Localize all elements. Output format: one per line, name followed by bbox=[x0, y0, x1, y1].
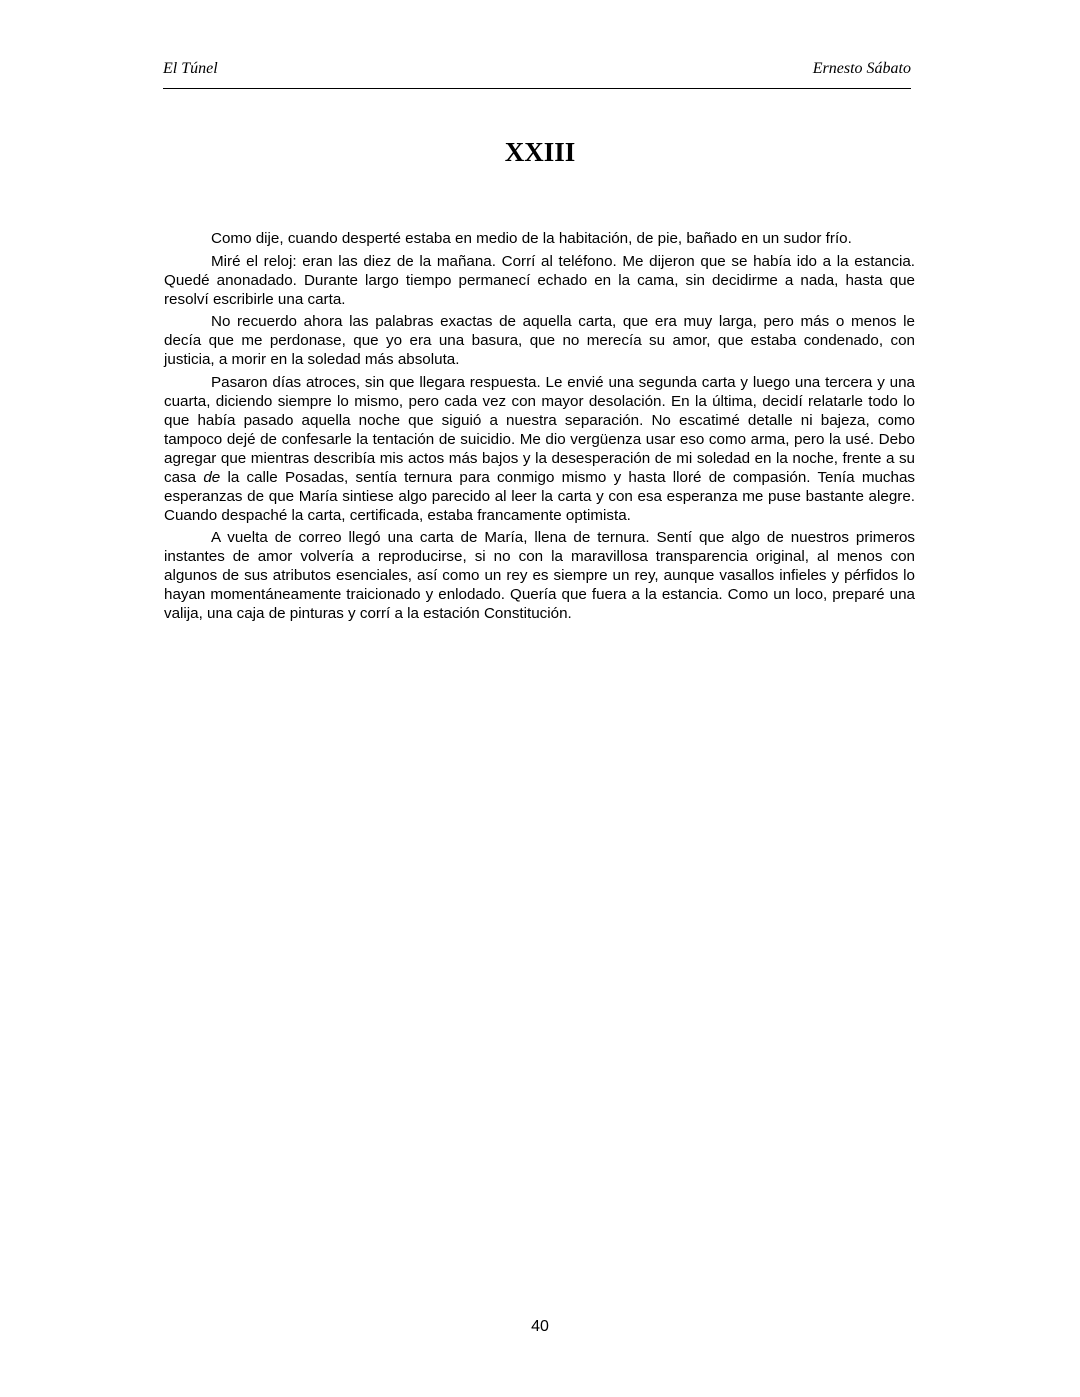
paragraph: A vuelta de correo llegó una carta de María, llena de ternura. Sentí que algo de nuestros primeros instantes de amor volvería a reproducirse, si no con la maravillosa transparencia original, al menos con algunos de sus atributos esenciales, así como un rey es siempre un rey, aunque vasallos infieles y pérfidos lo hayan momentáneamente traicionado y enlodado. Quería que fuera a la estancia. Como un loco, preparé una valija, una caja de pinturas y corrí a la estación Constitución. bbox=[164, 529, 915, 622]
paragraph-text: la calle Posadas, sentía ternura para conmigo mismo y hasta lloré de compasión. Tenía muchas esperanzas de que María sintiese algo parecido al leer la carta y con esa esperanza me puse bastante alegre. Cuando despaché la carta, certificada, estaba francamente optimista. bbox=[164, 468, 915, 524]
chapter-body bbox=[164, 229, 915, 627]
page-number: 40 bbox=[531, 1318, 549, 1335]
paragraph: Miré el reloj: eran las diez de la mañana. Corrí al teléfono. Me dijeron que se había ido a la estancia. Quedé anonadado. Durante largo tiempo permanecí echado en la cama, sin decidirme a nada, hasta que resolví escribirle una carta. bbox=[164, 252, 915, 308]
paragraph: No recuerdo ahora las palabras exactas de aquella carta, que era muy larga, pero más o menos le decía que me perdonase, que yo era una basura, que no merecía su amor, que estaba condenado, con justicia, a morir en la soledad más absoluta. bbox=[164, 313, 915, 368]
paragraph: Como dije, cuando desperté estaba en medio de la habitación, de pie, bañado en un sudor frío. bbox=[211, 230, 852, 247]
author-name: Ernesto Sábato bbox=[812, 60, 911, 77]
running-header bbox=[163, 58, 911, 89]
chapter-title: XXIII bbox=[504, 137, 576, 167]
paragraph bbox=[164, 373, 915, 525]
book-title: El Túnel bbox=[163, 60, 218, 77]
paragraph-text: Pasaron días atroces, sin que llegara respuesta. Le envié una segunda carta y luego una tercera y una cuarta, diciendo siempre lo mismo, pero cada vez con mayor desolación. En la última, decidí relatarle todo lo que había pasado aquella noche que siguió a nuestra separación. No escatimé detalle ni bajeza, como tampoco dejé de confesarle la tentación de suicidio. Me dio vergüenza usar eso como arma, pero la usé. Debo agregar que mientras describía mis actos más bajos y la desesperación de mi soledad en la noche, frente a su casa bbox=[164, 373, 915, 486]
italic-word: de bbox=[203, 468, 221, 486]
